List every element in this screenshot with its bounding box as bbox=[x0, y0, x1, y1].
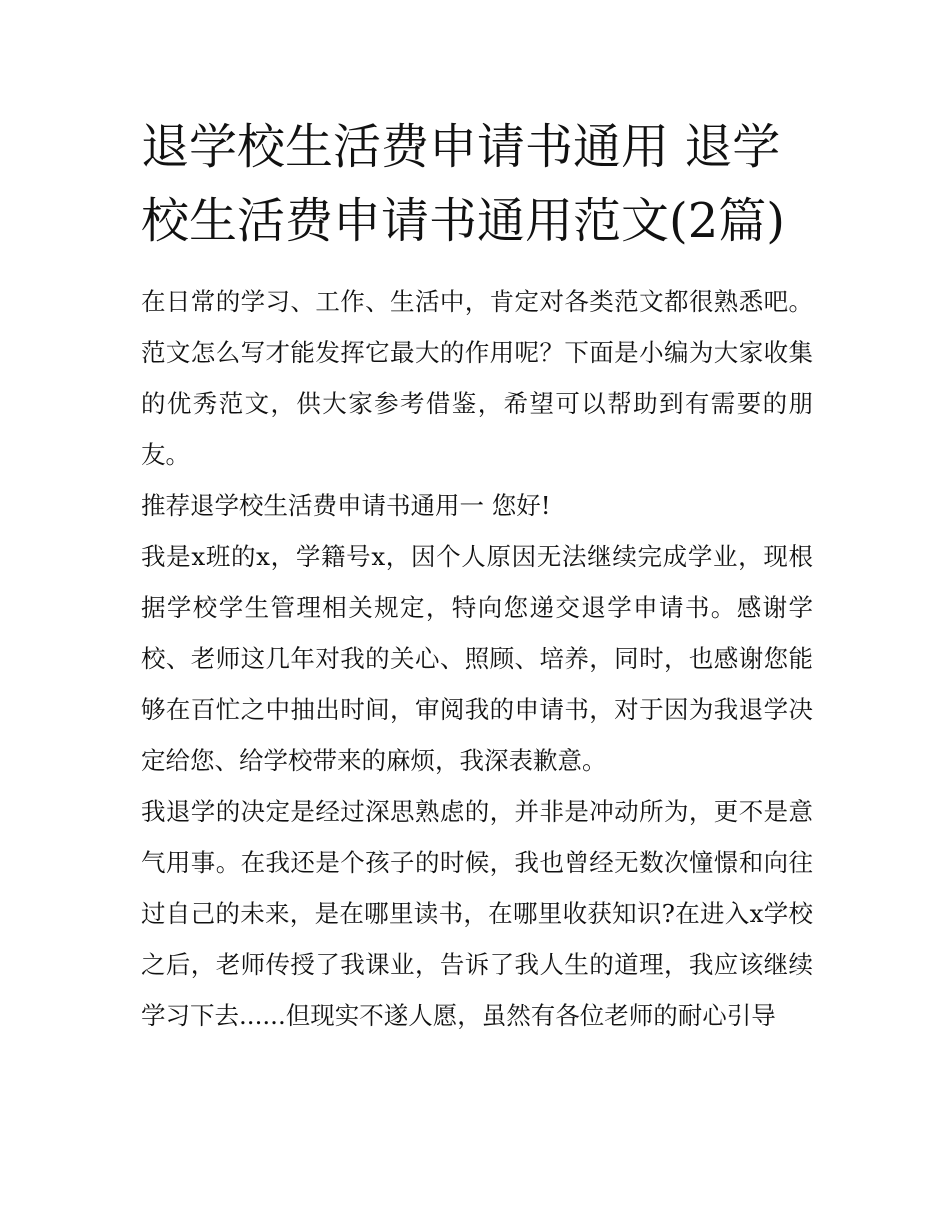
document-title: 退学校生活费申请书通用 退学校生活费申请书通用范文(2篇) bbox=[141, 119, 785, 249]
body-paragraph: 我退学的决定是经过深思熟虑的，并非是冲动所为，更不是意气用事。在我还是个孩子的时候，我也曾经无数次憧憬和向往过自己的未来，是在哪里读书，在哪里收获知识?在进入x学校之后，老师传授了我课业，告诉了我人生的道理，我应该继续学习下去......但现实不遂人愿，虽然有各位老师的耐心引导 bbox=[141, 797, 813, 1030]
document-page bbox=[141, 110, 813, 1041]
section-heading-paragraph: 推荐退学校生活费申请书通用一 您好! bbox=[141, 491, 551, 520]
body-paragraph: 我是x班的x，学籍号x，因个人原因无法继续完成学业，现根据学校学生管理相关规定，特向您递交退学申请书。感谢学校、老师这几年对我的关心、照顾、培养，同时，也感谢您能够在百忙之中抽出时间，审阅我的申请书，对于因为我退学决定给您、给学校带来的麻烦，我深表歉意。 bbox=[141, 542, 813, 775]
intro-paragraph: 在日常的学习、工作、生活中，肯定对各类范文都很熟悉吧。范文怎么写才能发挥它最大的作用呢？下面是小编为大家收集的优秀范文，供大家参考借鉴，希望可以帮助到有需要的朋友。 bbox=[141, 287, 813, 469]
